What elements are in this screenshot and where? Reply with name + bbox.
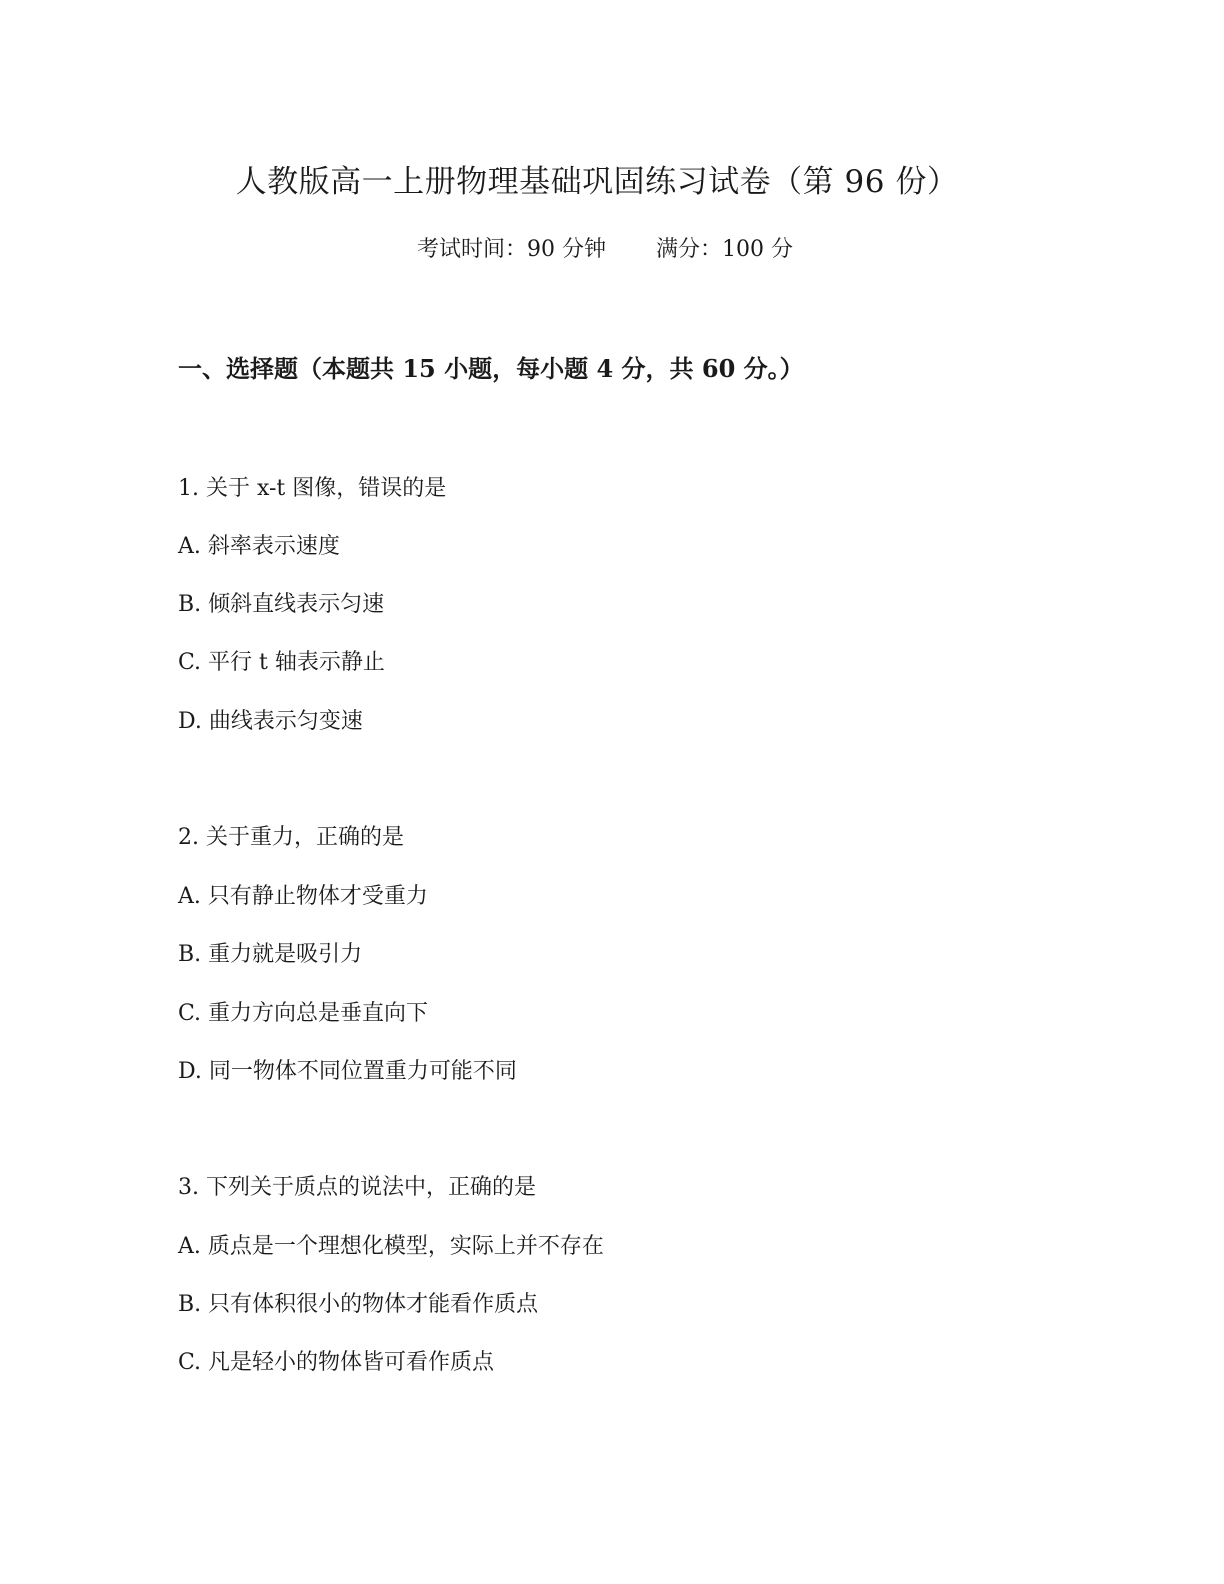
question-1-option-d: D. 曲线表示匀变速 [178, 709, 363, 734]
question-2-option-d: D. 同一物体不同位置重力可能不同 [178, 1059, 517, 1084]
exam-title: 人教版高一上册物理基础巩固练习试卷（第 96 份） [235, 164, 959, 200]
question-3-option-b: B. 只有体积很小的物体才能看作质点 [178, 1292, 539, 1317]
question-1-option-a: A. 斜率表示速度 [178, 534, 340, 559]
exam-meta [0, 234, 1210, 266]
question-1-option-c: C. 平行 t 轴表示静止 [178, 650, 385, 675]
section-heading: 一、选择题（本题共 15 小题，每小题 4 分，共 60 分。） [178, 354, 804, 383]
question-2-option-a: A. 只有静止物体才受重力 [178, 884, 428, 909]
exam-time: 考试时间：90 分钟 [417, 237, 606, 262]
question-2-option-c: C. 重力方向总是垂直向下 [178, 1001, 429, 1026]
question-3-option-c: C. 凡是轻小的物体皆可看作质点 [178, 1350, 495, 1375]
question-2-option-b: B. 重力就是吸引力 [178, 942, 363, 967]
question-3-stem: 3. 下列关于质点的说法中，正确的是 [178, 1175, 536, 1200]
exam-full-score: 满分：100 分 [656, 237, 793, 262]
question-3-option-a: A. 质点是一个理想化模型，实际上并不存在 [178, 1234, 604, 1259]
question-2-stem: 2. 关于重力，正确的是 [178, 825, 404, 850]
question-1-stem: 1. 关于 x-t 图像，错误的是 [178, 476, 447, 501]
question-1-option-b: B. 倾斜直线表示匀速 [178, 592, 385, 617]
